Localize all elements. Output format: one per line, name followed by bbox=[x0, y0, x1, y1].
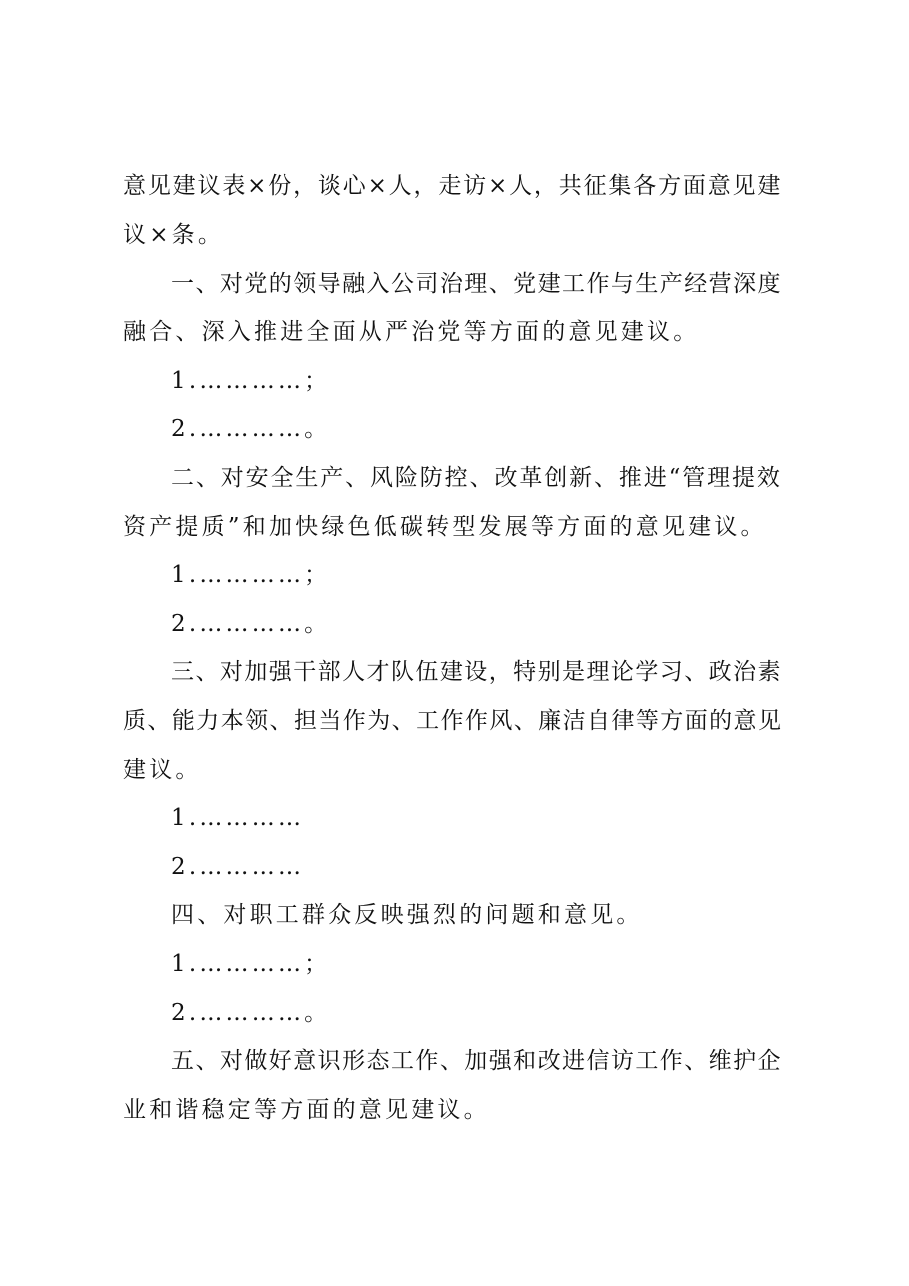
section-5-heading-cont: 业和谐稳定等方面的意见建议。 bbox=[123, 1097, 490, 1123]
section-2-item-1: 1.…………； bbox=[171, 562, 331, 588]
section-1-item-2: 2.…………。 bbox=[171, 416, 331, 442]
section-4-heading: 四、对职工群众反映强烈的问题和意见。 bbox=[171, 902, 643, 928]
section-3-heading-cont-1: 质、能力本领、担当作为、工作作风、廉洁自律等方面的意见 bbox=[123, 708, 783, 734]
section-3-heading: 三、对加强干部人才队伍建设，特别是理论学习、政治素 bbox=[171, 659, 782, 685]
section-4-item-1: 1.…………； bbox=[171, 951, 331, 977]
section-2-heading: 二、对安全生产、风险防控、改革创新、推进“管理提效 bbox=[171, 465, 782, 491]
section-1-item-1: 1.…………； bbox=[171, 368, 331, 394]
section-3-item-2: 2.………… bbox=[171, 854, 305, 880]
section-2-heading-cont: 资产提质”和加快绿色低碳转型发展等方面的意见建议。 bbox=[123, 514, 767, 540]
intro-line-1: 意见建议表×份，谈心×人，走访×人，共征集各方面意见建 bbox=[123, 173, 783, 199]
section-3-item-1: 1.………… bbox=[171, 805, 305, 831]
section-4-item-2: 2.…………。 bbox=[171, 1000, 331, 1026]
section-5-heading: 五、对做好意识形态工作、加强和改进信访工作、维护企 bbox=[171, 1048, 782, 1074]
section-3-heading-cont-2: 建议。 bbox=[123, 757, 202, 783]
section-2-item-2: 2.…………。 bbox=[171, 611, 331, 637]
section-1-heading: 一、对党的领导融入公司治理、党建工作与生产经营深度 bbox=[171, 271, 782, 297]
section-1-heading-cont: 融合、深入推进全面从严治党等方面的意见建议。 bbox=[123, 319, 700, 345]
intro-line-2: 议×条。 bbox=[123, 222, 225, 248]
